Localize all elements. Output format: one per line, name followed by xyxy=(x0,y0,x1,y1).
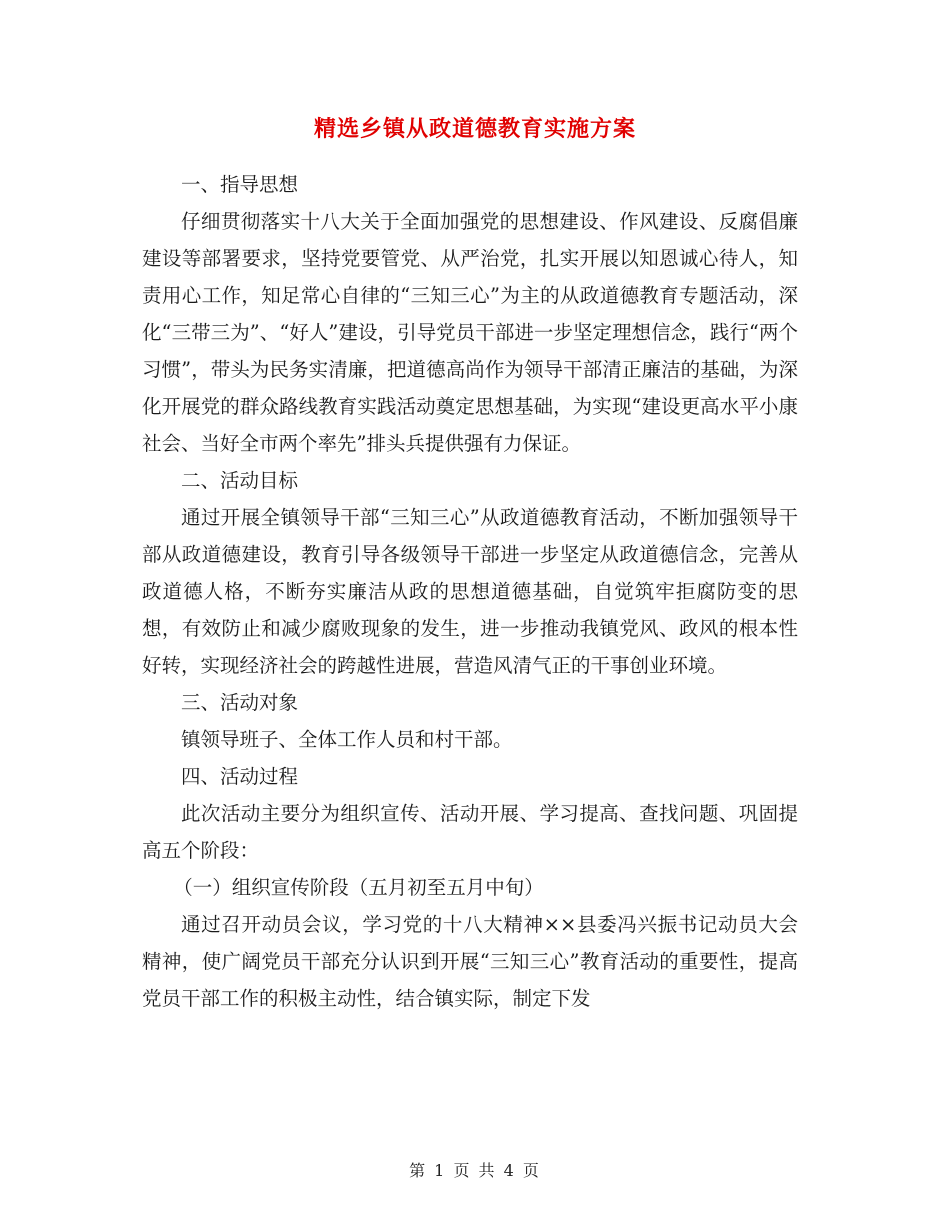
paragraph: 仔细贯彻落实十八大关于全面加强党的思想建设、作风建设、反腐倡廉建设等部署要求，坚持党要管党、从严治党，扎实开展以知恩诚心待人，知责用心工作，知足常心自律的“三知三心”为主的从政道德教育专题活动，深化“三带三为”、“好人”建设，引导党员干部进一步坚定理想信念，践行“两个习惯”，带头为民务实清廉，把道德高尚作为领导干部清正廉洁的基础，为深化开展党的群众路线教育实践活动奠定思想基础，为实现“建设更高水平小康社会、当好全市两个率先”排头兵提供强有力保证。 xyxy=(142,210,798,455)
subsection-heading: （一）组织宣传阶段（五月初至五月中旬） xyxy=(173,876,544,899)
page-footer: 第 1 页 共 4 页 xyxy=(409,1161,541,1180)
document-body xyxy=(142,166,798,1017)
section-heading: 二、活动目标 xyxy=(181,469,299,492)
paragraph: 通过召开动员会议，学习党的十八大精神××县委冯兴振书记动员大会精神，使广阔党员干部充分认识到开展“三知三心”教育活动的重要性，提高党员干部工作的积极主动性，结合镇实际，制定下发 xyxy=(142,913,798,1010)
paragraph: 镇领导班子、全体工作人员和村干部。 xyxy=(181,728,513,751)
paragraph: 通过开展全镇领导干部“三知三心”从政道德教育活动，不断加强领导干部从政道德建设，教育引导各级领导干部进一步坚定从政道德信念，完善从政道德人格，不断夯实廉洁从政的思想道德基础，自觉筑牢拒腐防变的思想，有效防止和减少腐败现象的发生，进一步推动我镇党风、政风的根本性好转，实现经济社会的跨越性进展，营造风清气正的干事创业环境。 xyxy=(142,506,798,677)
paragraph: 此次活动主要分为组织宣传、活动开展、学习提高、查找问题、巩固提高五个阶段： xyxy=(142,802,798,862)
document-title: 精选乡镇从政道德教育实施方案 xyxy=(313,116,636,142)
section-heading: 四、活动过程 xyxy=(181,765,299,788)
section-heading: 三、活动对象 xyxy=(181,691,299,714)
section-heading: 一、指导思想 xyxy=(181,173,299,196)
